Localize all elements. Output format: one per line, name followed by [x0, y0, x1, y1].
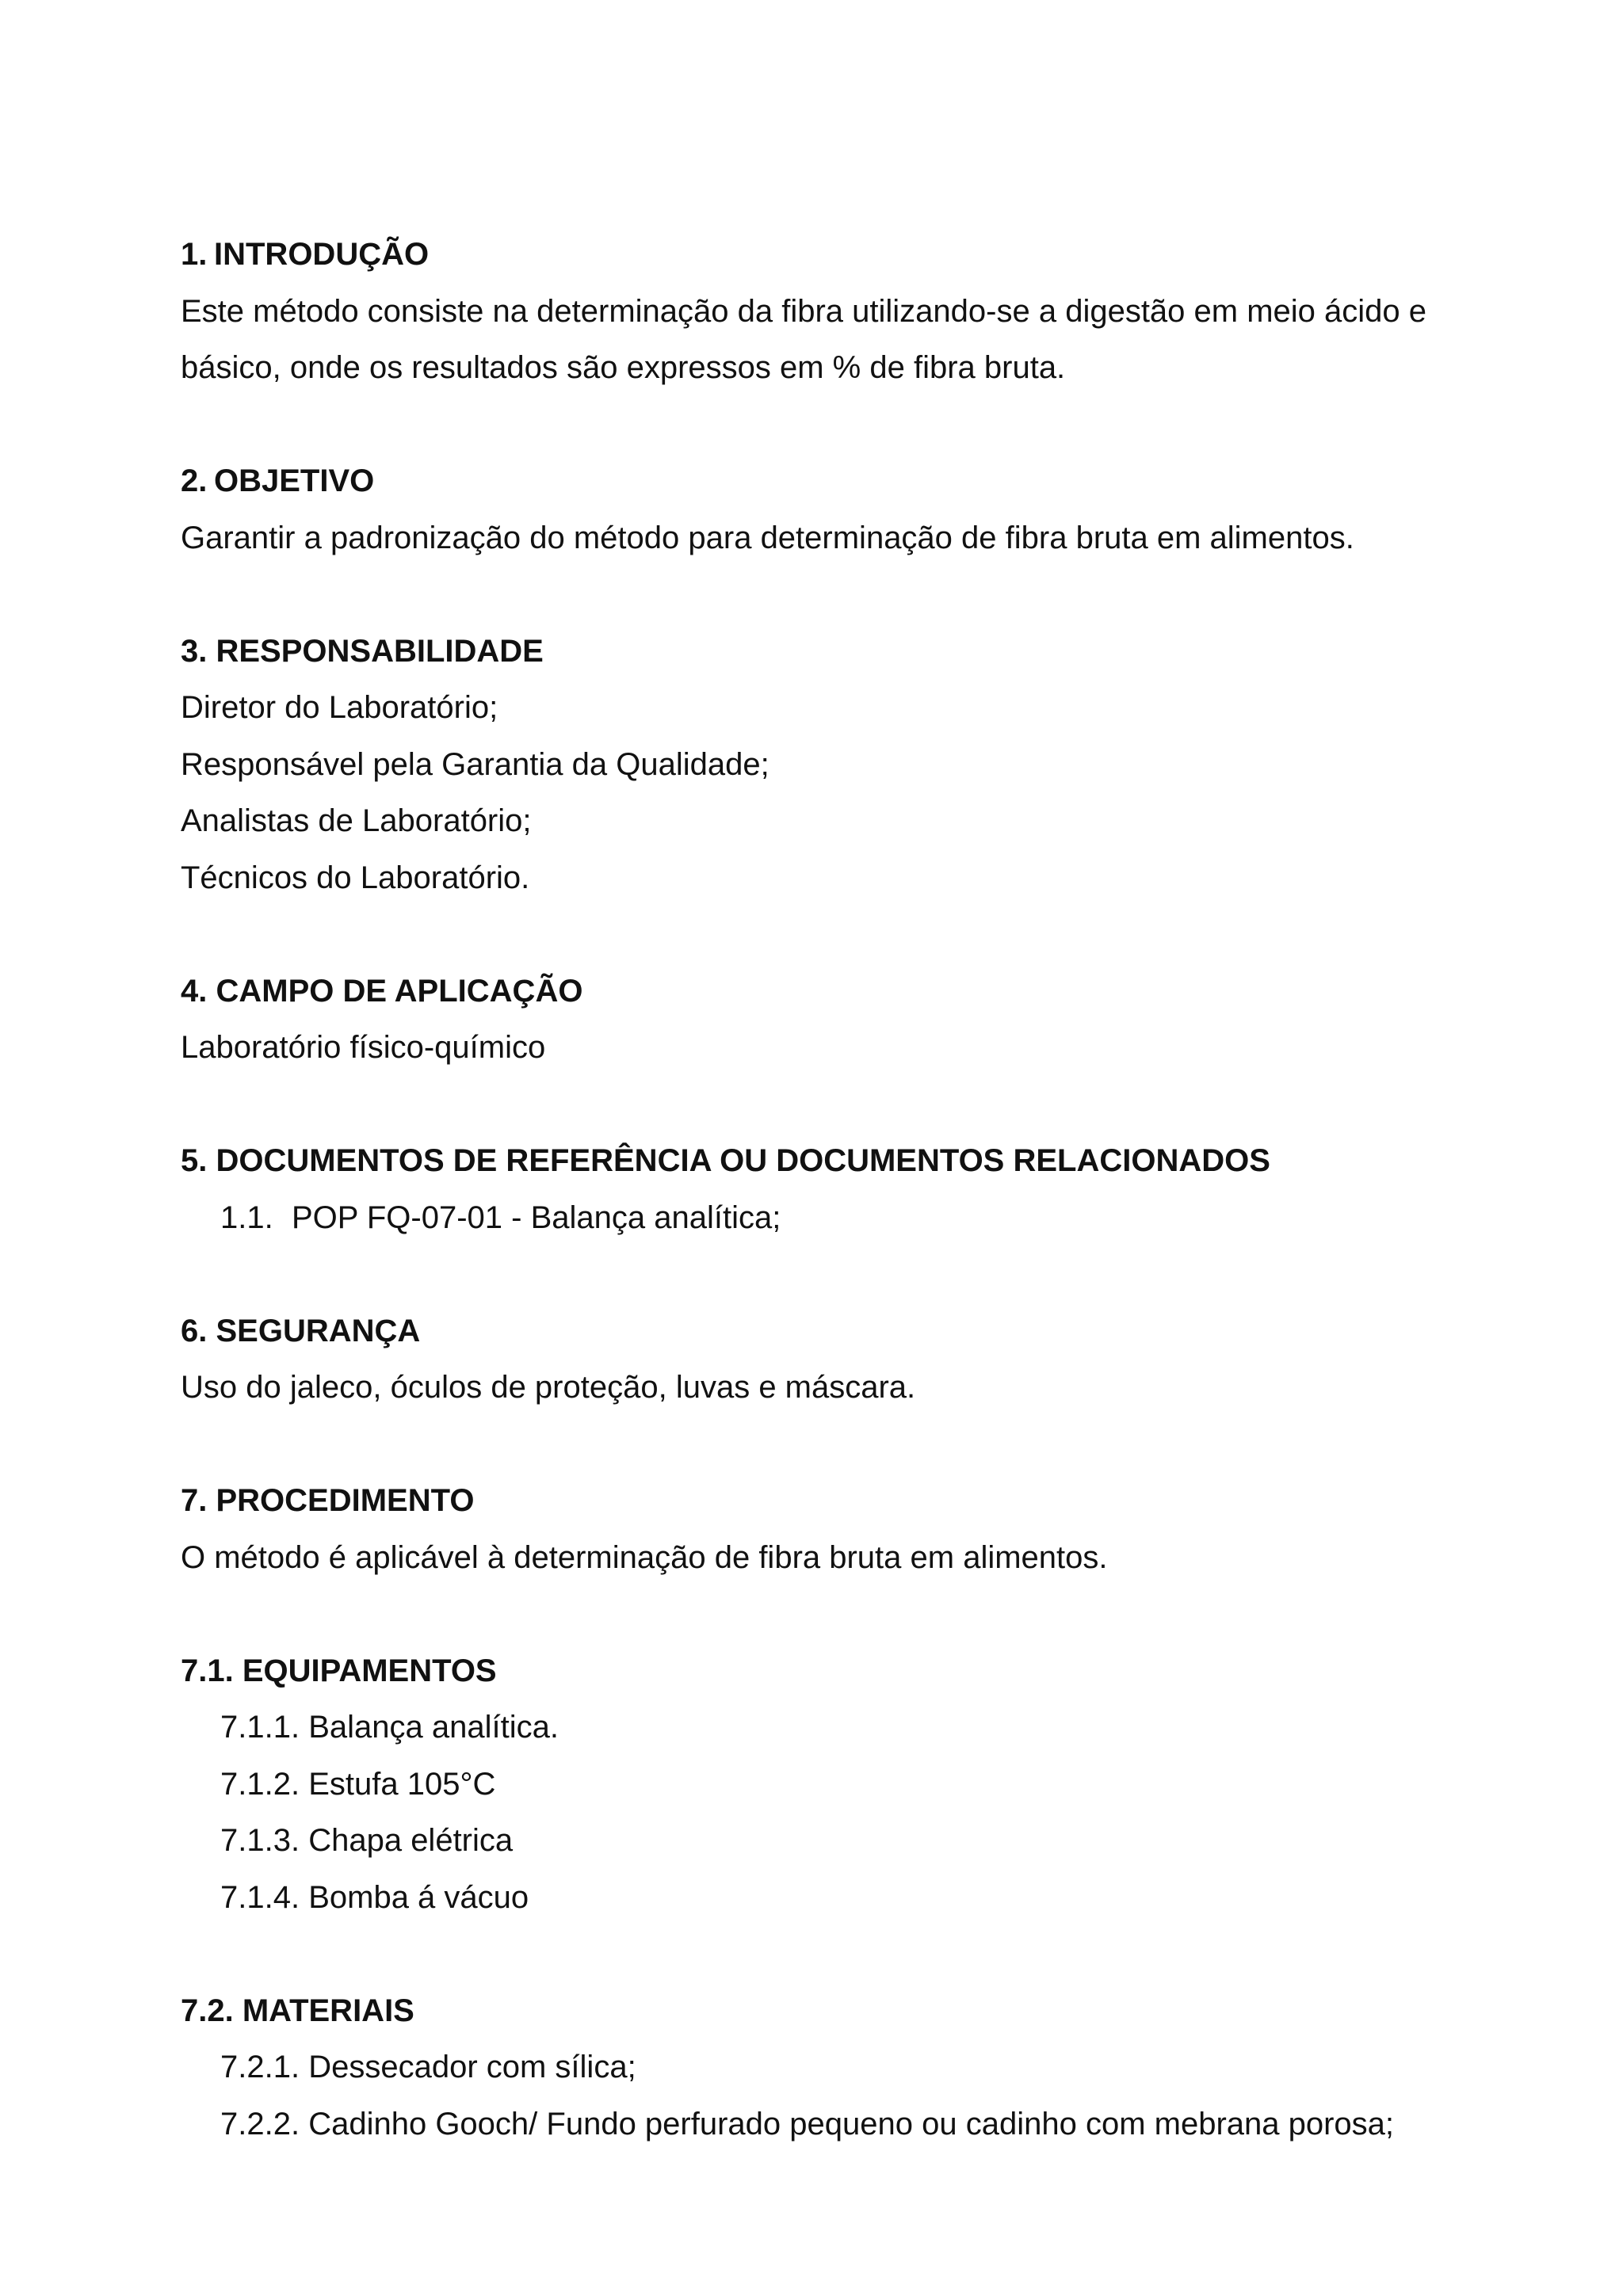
list-line: Analistas de Laboratório; — [181, 803, 532, 838]
list-item — [181, 1870, 1480, 1927]
list-item-number: 7.1.1. — [220, 1710, 300, 1745]
spacer — [181, 397, 1480, 454]
section-number: 2. — [181, 463, 208, 498]
list-line: Diretor do Laboratório; — [181, 690, 498, 725]
list-item — [181, 2039, 1480, 2096]
list-item-number: 7.1.2. — [220, 1766, 300, 1802]
section-title: OBJETIVO — [214, 463, 375, 498]
section-heading-equipment: 7.1. EQUIPAMENTOS — [181, 1653, 497, 1688]
section-heading-scope: 4. CAMPO DE APLICAÇÃO — [181, 973, 583, 1009]
paragraph-line: Laboratório físico-químico — [181, 1030, 546, 1065]
paragraph-line: Garantir a padronização do método para determinação de fibra bruta em alimentos. — [181, 520, 1354, 555]
section-heading-safety: 6. SEGURANÇA — [181, 1313, 421, 1348]
list-item-text: POP FQ-07-01 - Balança analítica; — [292, 1199, 781, 1235]
paragraph-line: básico, onde os resultados são expressos em % de fibra bruta. — [181, 350, 1066, 385]
list-item-number: 7.1.3. — [220, 1823, 300, 1858]
list-item-text: Balança analítica. — [308, 1710, 559, 1745]
list-item-text: Cadinho Gooch/ Fundo perfurado pequeno ou cadinho com mebrana porosa; — [308, 2106, 1395, 2142]
section-heading-objective — [181, 453, 1480, 510]
spacer — [181, 1246, 1480, 1303]
section-number: 1. — [181, 237, 208, 272]
spacer — [181, 906, 1480, 963]
list-item — [181, 1190, 1480, 1247]
list-item — [181, 2096, 1480, 2153]
spacer — [181, 1077, 1480, 1134]
spacer — [181, 1926, 1480, 1983]
list-line: Responsável pela Garantia da Qualidade; — [181, 746, 769, 782]
list-item — [181, 1756, 1480, 1814]
list-item — [181, 1699, 1480, 1756]
list-item-text: Bomba á vácuo — [308, 1879, 529, 1915]
section-heading-procedure: 7. PROCEDIMENTO — [181, 1483, 475, 1518]
list-item-text: Dessecador com sílica; — [308, 2050, 636, 2084]
list-line: Técnicos do Laboratório. — [181, 860, 530, 895]
spacer — [181, 1417, 1480, 1474]
section-title: INTRODUÇÃO — [214, 237, 430, 272]
paragraph-line: Uso do jaleco, óculos de proteção, luvas e máscara. — [181, 1370, 916, 1405]
spacer — [181, 566, 1480, 624]
list-item-text: Chapa elétrica — [308, 1823, 514, 1858]
list-item-text: Estufa 105°C — [308, 1766, 496, 1802]
paragraph-line: Este método consiste na determinação da fibra utilizando-se a digestão em meio ácido e — [181, 293, 1427, 329]
list-item-number: 7.2.1. — [220, 2050, 300, 2084]
section-heading-introduction — [181, 227, 1480, 284]
spacer — [181, 1586, 1480, 1643]
section-heading-references: 5. DOCUMENTOS DE REFERÊNCIA OU DOCUMENTOS RELACIONADOS — [181, 1143, 1270, 1178]
document-body — [181, 227, 1480, 2153]
list-item-number: 7.2.2. — [220, 2106, 300, 2142]
list-item-number: 7.1.4. — [220, 1879, 300, 1915]
section-heading-responsibility: 3. RESPONSABILIDADE — [181, 633, 544, 669]
list-item-number: 1.1. — [220, 1199, 273, 1235]
list-item — [181, 1813, 1480, 1870]
section-heading-materials: 7.2. MATERIAIS — [181, 1993, 414, 2028]
paragraph-line: O método é aplicável à determinação de fibra bruta em alimentos. — [181, 1539, 1108, 1575]
